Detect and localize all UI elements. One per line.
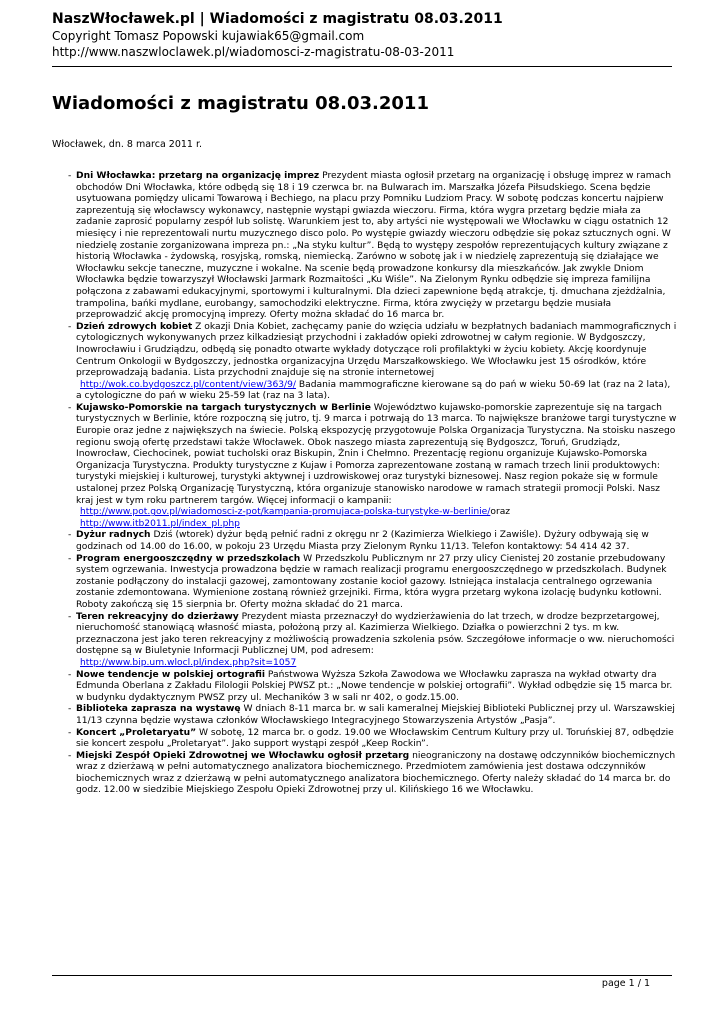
item-heading: Nowe tendencje w polskiej ortografii	[76, 669, 266, 680]
list-item	[68, 670, 677, 705]
footer-divider	[52, 975, 672, 976]
item-text: Państwowa Wyższa Szkoła Zawodowa we Włocławku zaprasza na wykład otwarty dra Edmunda Oberlana z Zakładu Filologii Polskiej PWSZ pt.: „Nowe tendencje w polskiej ortografii”. Wykład odbędzie się 15 marca br. w budynku dydaktycznym PWSZ przy ul. Mechaników 3 w sali nr 402, o godz.15.00.	[76, 669, 673, 703]
item-heading: Program energooszczędny w przedszkolach	[76, 553, 301, 564]
item-link[interactable]: http://www.itb2011.pl/index_pl.php	[80, 518, 240, 529]
news-list	[68, 171, 677, 797]
list-dash: -	[68, 727, 72, 738]
dateline: Włocławek, dn. 8 marca 2011 r.	[52, 139, 203, 150]
item-text-between: oraz	[490, 507, 511, 518]
page-number: page 1 / 1	[601, 978, 650, 989]
list-item	[68, 554, 677, 612]
source-url: http://www.naszwloclawek.pl/wiadomosci-z-magistratu-08-03-2011	[52, 45, 455, 59]
item-link[interactable]: http://www.pot.gov.pl/wiadomosci-z-pot/kampania-promujaca-polska-turystyke-w-berlinie/	[80, 507, 491, 518]
item-text: Województwo kujawsko-pomorskie zaprezentuje się na targach turystycznych w Berlinie, które rozpoczną się jutro, tj. 9 marca i potrwają do 13 marca. To największe branżowe targi turystyczne w Europie oraz jedne z największych na świecie. Polską ekspozycję przygotowuje Polska Organizacja Turystyczna. Na stoisku naszego regionu swoją ofertę przedstawi także Włocławek. Obok naszego miasta zaprezentują się Bydgoszcz, Toruń, Grudziądz, Inowrocław, Ciechocinek, powiat tucholski oraz Biskupin, Żnin i Chełmno. Prezentację regionu organizuje Kujawsko-Pomorska Organizacja Turystyczna. Produkty turystyczne z Kujaw i Pomorza zaprezentowane zostaną w ramach trzech linii produktowych: turystyki miejskiej i kulturowej, turystyki aktywnej i uzdrowiskowej oraz turystyki biznesowej. Nasz region pokaże się w formule ustalonej przez Polską Organizację Turystyczną, która organizuje stanowisko narodowe w ramach strategii promocji Polski. Nasz kraj jest w tym roku partnerem targów. Więcej informacji o kampanii:	[76, 402, 677, 506]
site-title: NaszWłocławek.pl | Wiadomości z magistratu 08.03.2011	[52, 11, 503, 27]
list-item	[68, 403, 677, 531]
list-dash: -	[68, 530, 72, 541]
list-dash: -	[68, 611, 72, 622]
list-dash: -	[68, 669, 72, 680]
item-heading: Biblioteka zaprasza na wystawę	[76, 704, 241, 715]
item-text: W sobotę, 12 marca br. o godz. 19.00 we Włocławskim Centrum Kultury przy ul. Toruńskiej 87, odbędzie sie koncert zespołu „Proletaryat”. Jako support wystąpi zespół „Keep Rockin”.	[76, 727, 674, 750]
copyright-line: Copyright Tomasz Popowski kujawiak65@gmail.com	[52, 29, 365, 43]
list-dash: -	[68, 750, 72, 761]
list-dash: -	[68, 402, 72, 413]
list-item	[68, 530, 677, 553]
item-text: Prezydent miasta ogłosił przetarg na organizację i obsługę imprez w ramach obchodów Dni Włocławka, które odbędą się 18 i 19 czerwca br. na Bulwarach im. Marszałka Józefa Piłsudskiego. Scena będzie usytuowana pomiędzy ulicami Towarową i Bechiego, na placu przy Pomniku Ludziom Pracy. W sobotę podczas koncertu najpierw zaprezentują się włocławscy wykonawcy, następnie wystąpi gwiazda wieczoru. Firma, która wygra przetarg będzie miała za zadanie zaprosić popularny zespół lub solistę. Warunkiem jest to, aby artyści nie występowali we Włocławku w ciągu ostatnich 12 miesięcy i nie reprezentowali nurtu muzycznego disco polo. Po występie gwiazdy wieczoru odbędzie się pokaz sztucznych ogni. W niedzielę zostanie zorganizowana impreza pn.: „Na styku kultur”. Będą to występy zespołów reprezentujących kultury związane z historią Włocławka - żydowską, rosyjską, romską, niemiecką. Zarówno w sobotę jak i w niedzielę zaprezentują się działające we Włocławku sekcje taneczne, muzyczne i wokalne. Na scenie będą prowadzone konkursy dla mieszkańców. Jak zwykle Dniom Włocławka będzie towarzyszył Włocławski Jarmark Rozmaitości „Ku Wiśle”. Na Zielonym Rynku odbędzie się impreza familijna połączona z zabawami edukacyjnymi, sportowymi i kulturalnymi. Dla dzieci zapewnione będą atrakcje, tj. dmuchana zjeżdżalnia, trampolina, bańki mydlane, eurobangy, samochodziki elektryczne. Firma, która zwycięży w przetargu będzie musiała przeprowadzić akcję promocyjną imprezy. Oferty można składać do 16 marca br.	[76, 171, 671, 321]
item-text: W Przedszkolu Publicznym nr 27 przy ulicy Cienistej 20 zostanie przebudowany system ogrzewania. Inwestycja prowadzona będzie w ramach realizacji programu energooszczędnego w przedszkolach. Budynek zostanie podłączony do instalacji gazowej, zamontowany zostanie kocioł gazowy. Istniejąca instalacja centralnego ogrzewania zostanie zdemontowana. Wymienione zostaną również grzejniki. Firma, która wygra przetarg wykona izolację budynku kotłowni. Roboty zakończą się 15 sierpnia br. Oferty można składać do 21 marca.	[76, 553, 667, 610]
list-item	[68, 751, 677, 797]
list-dash: -	[68, 553, 72, 564]
item-text: Z okazji Dnia Kobiet, zachęcamy panie do wzięcia udziału w bezpłatnych badaniach mammograficznych i cytologicznych wykonywanych przez kilkadziesiąt przychodni i zakładów opieki zdrowotnej w całym regionie. W Bydgoszczy, Inowrocławiu i Grudziądzu, odbędą się ponadto otwarte wykłady dotyczące roli profilaktyki w życiu kobiety. Akcję koordynuje Centrum Onkologii w Bydgoszczy, jednostka organizacyjna Urzędu Marszałkowskiego. We Włocławku jest 15 ośrodków, które przeprowadzają badania. Lista przychodni znajduje się na stronie internetowej	[76, 321, 677, 379]
header-divider	[52, 66, 672, 67]
item-heading: Dyżur radnych	[76, 530, 151, 541]
item-text-after: Badania mammograficzne kierowane są do pań w wieku 50-69 lat (raz na 2 lata), a cytologiczne do pań w wieku 25-59 lat (raz na 3 lata).	[76, 379, 671, 402]
item-heading: Miejski Zespół Opieki Zdrowotnej we Włocławku ogłosił przetarg	[76, 750, 410, 761]
item-link[interactable]: http://wok.co.bydgoszcz.pl/content/view/363/9/	[80, 379, 297, 390]
list-dash: -	[68, 321, 72, 332]
page-header	[52, 10, 672, 60]
list-dash: -	[68, 704, 72, 715]
item-heading: Koncert „Proletaryatu”	[76, 727, 197, 738]
article-title: Wiadomości z magistratu 08.03.2011	[52, 93, 429, 114]
item-heading: Teren rekreacyjny do dzierżawy	[76, 611, 239, 622]
item-link[interactable]: http://www.bip.um.wlocl.pl/index.php?sit=1057	[80, 657, 297, 668]
item-heading: Dni Włocławka: przetarg na organizację imprez	[76, 171, 320, 181]
list-dash: -	[68, 171, 72, 181]
item-text: nieograniczony na dostawę odczynników biochemicznych wraz z dzierżawą w pełni automatycznego analizatora biochemicznego. Przedmiotem zamówienia jest dostawa odczynników biochemicznych wraz z dzierżawą w pełni automatycznego analizatora biochemicznego. Oferty należy składać do 14 marca br. do godz. 12.00 w siedzibie Miejskiego Zespołu Opieki Zdrowotnej przy ul. Kilińskiego 16 we Włocławku.	[76, 750, 676, 796]
item-heading: Dzień zdrowych kobiet	[76, 321, 193, 332]
item-text: W dniach 8-11 marca br. w sali kameralnej Miejskiej Biblioteki Publicznej przy ul. Warszawskiej 11/13 czynna będzie wystawa członków Włocławskiego Integracyjnego Stowarzyszenia Artystów „Pasja”.	[76, 704, 675, 726]
item-text: Dziś (wtorek) dyżur będą pełnić radni z okręgu nr 2 (Kazimierza Wielkiego i Zawiśle). Dyżury odbywają się w godzinach od 14.00 do 16.00, w pokoju 23 Urzędu Miasta przy Zielonym Rynku 11/13. Telefon kontaktowy: 54 414 42 37.	[76, 530, 649, 552]
list-item	[68, 322, 677, 403]
item-heading: Kujawsko-Pomorskie na targach turystycznych w Berlinie	[76, 402, 371, 413]
list-item	[68, 728, 677, 751]
list-item	[68, 704, 677, 727]
list-item	[68, 171, 677, 322]
list-item	[68, 612, 677, 670]
item-text: Prezydent miasta przeznaczył do wydzierżawienia do lat trzech, w drodze bezprzetargowej, nieruchomość stanowiącą własność miasta, położoną przy al. Kazimierza Wielkiego. Działka o powierzchni 2 tys. m kw. przeznaczona jest jako teren rekreacyjny z możliwością prowadzenia szkolenia psów. Szczegółowe informacje o ww. nieruchomości dostępne są w Biuletynie Informacji Publicznej UM, pod adresem:	[76, 611, 675, 657]
